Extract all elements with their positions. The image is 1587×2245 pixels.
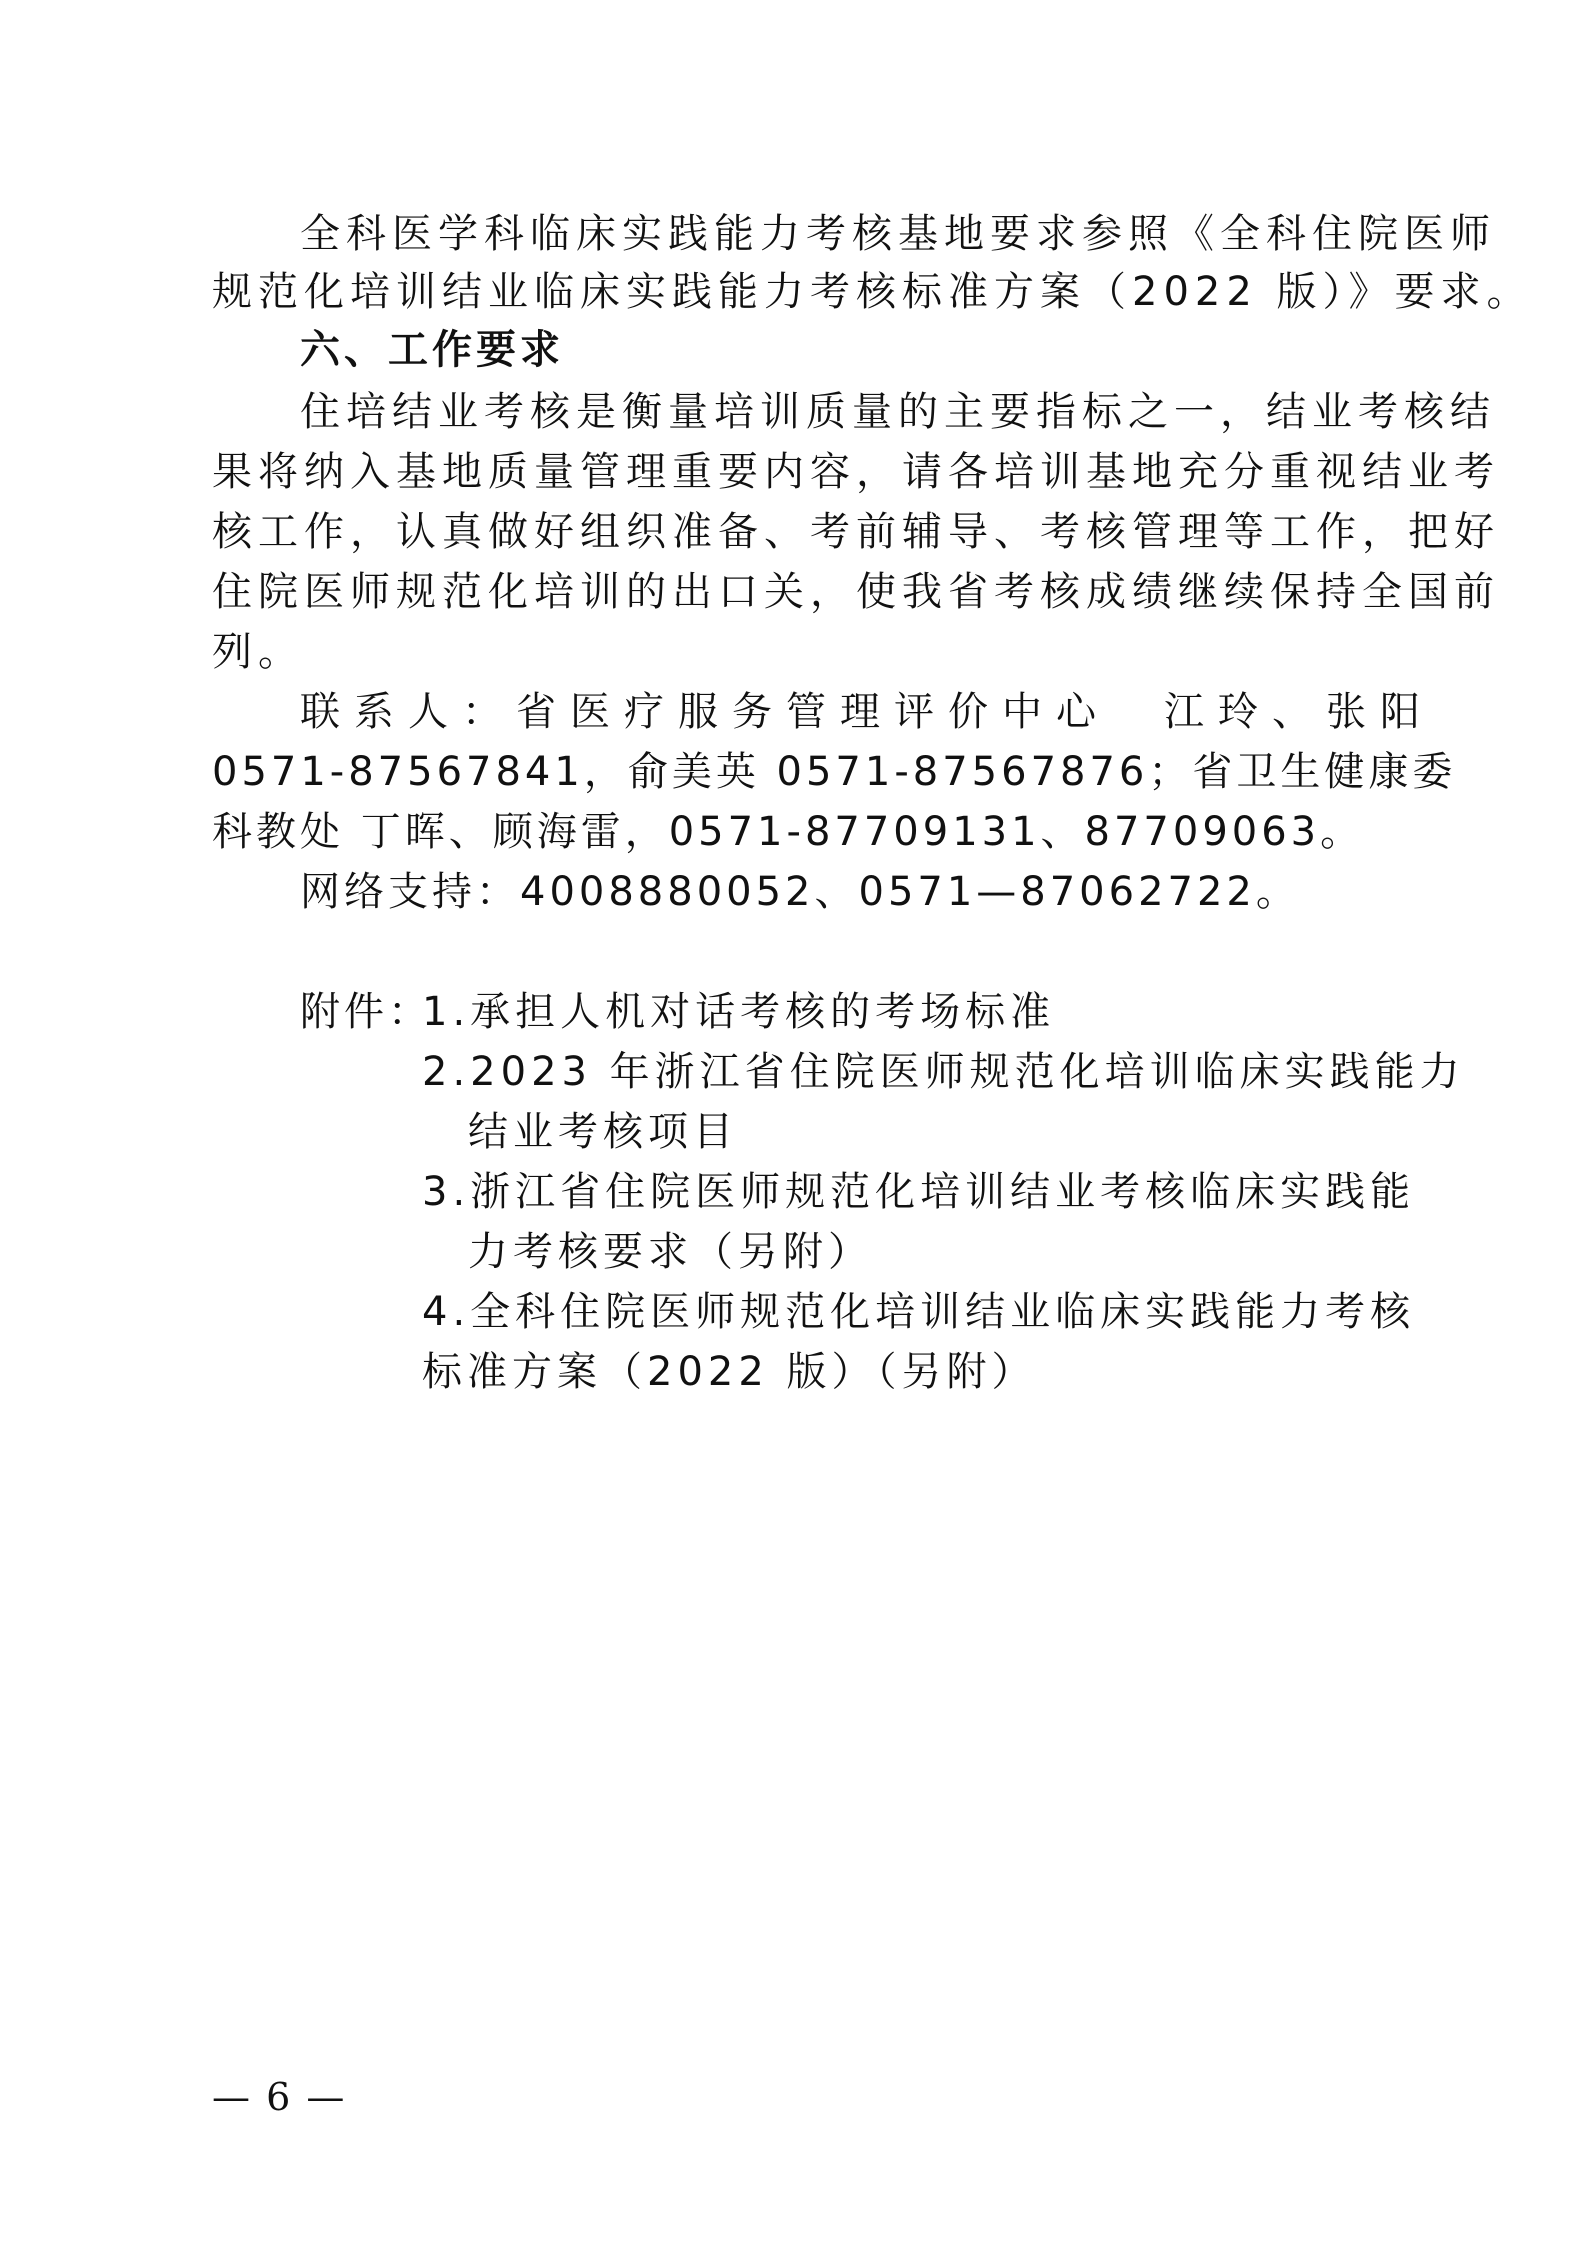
contact-line3: 科教处 丁晖、顾海雷，0571-87709131、87709063。 [212,809,1365,855]
para1-line2: 规范化培训结业临床实践能力考核标准方案（2022 版）》要求。 [212,269,1533,315]
attachment-item-4-line1: 4.全科住院医师规范化培训结业临床实践能力考核 [422,1289,1416,1335]
attachment-item-2-line2: 结业考核项目 [468,1109,738,1155]
page-number: — 6 — [212,2075,347,2119]
attachment-item-4-line2: 标准方案（2022 版）（另附） [422,1349,1037,1395]
para2-line4: 住院医师规范化培训的出口关，使我省考核成绩继续保持全国前 [212,569,1500,615]
attachment-item-2-line1: 2.2023 年浙江省住院医师规范化培训临床实践能力 [422,1049,1465,1095]
attachment-item-3-line1: 3.浙江省住院医师规范化培训结业考核临床实践能 [422,1169,1416,1215]
attachment-item-3-line2: 力考核要求（另附） [468,1229,873,1275]
para2-line5: 列。 [212,629,304,675]
para2-line1: 住培结业考核是衡量培训质量的主要指标之一，结业考核结 [300,389,1496,435]
contact-line2: 0571-87567841，俞美英 0571-87567876；省卫生健康委 [212,749,1457,795]
attachments-label: 附件： [300,989,432,1035]
contact-line1: 联系人：省医疗服务管理评价中心 江玲、张阳 [300,689,1434,735]
para2-line2: 果将纳入基地质量管理重要内容，请各培训基地充分重视结业考 [212,449,1500,495]
para1-line1: 全科医学科临床实践能力考核基地要求参照《全科住院医师 [300,211,1496,257]
network-support: 网络支持：4008880052、0571—87062722。 [300,869,1300,915]
section-heading: 六、工作要求 [300,327,564,373]
para2-line3: 核工作，认真做好组织准备、考前辅导、考核管理等工作，把好 [212,509,1500,555]
attachment-item-1: 1.承担人机对话考核的考场标准 [422,989,1056,1035]
